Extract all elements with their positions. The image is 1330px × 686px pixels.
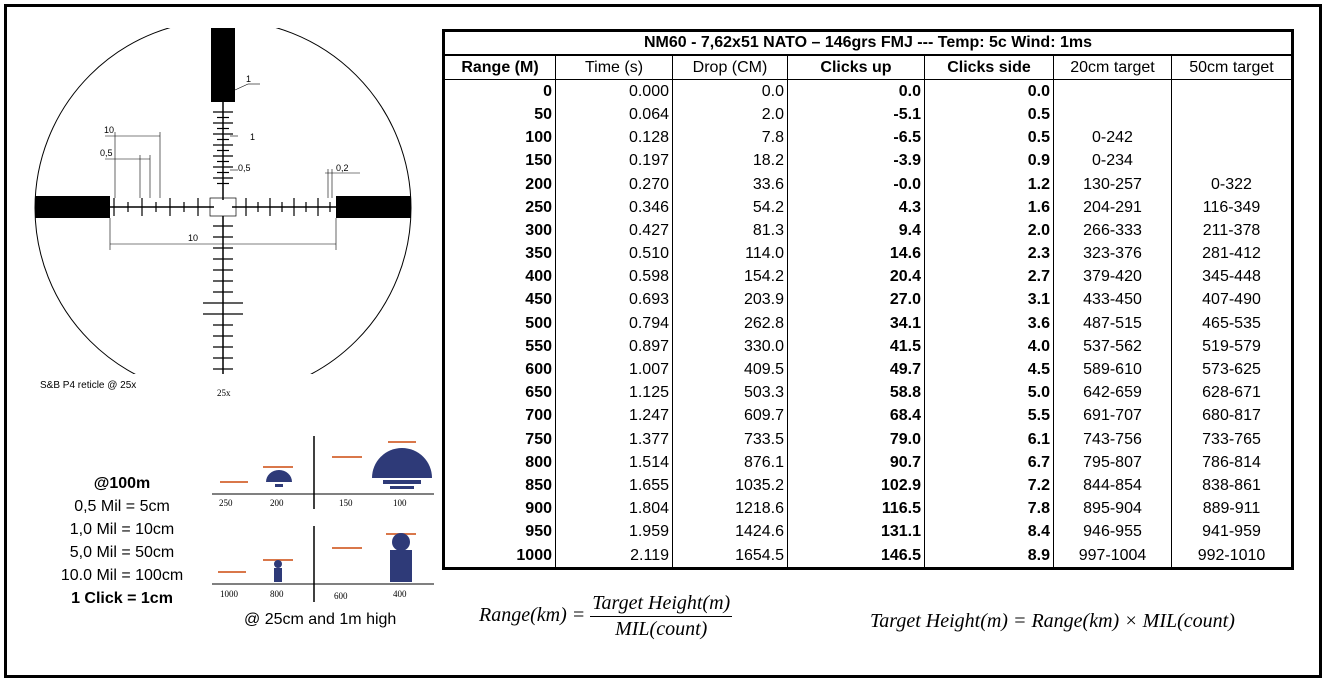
table-cell: 300 bbox=[444, 219, 556, 242]
table-cell: 5.0 bbox=[925, 382, 1054, 405]
table-cell: 81.3 bbox=[673, 219, 788, 242]
range-label: 250 bbox=[219, 498, 233, 508]
table-cell: 876.1 bbox=[673, 451, 788, 474]
table-cell bbox=[1054, 103, 1172, 126]
range-label: 600 bbox=[334, 591, 348, 601]
table-cell: 519-579 bbox=[1172, 335, 1293, 358]
table-cell: 600 bbox=[444, 358, 556, 381]
table-cell: 0.064 bbox=[556, 103, 673, 126]
table-cell bbox=[1172, 80, 1293, 104]
table-cell: 743-756 bbox=[1054, 428, 1172, 451]
table-cell: 2.0 bbox=[925, 219, 1054, 242]
range-label: 100 bbox=[393, 498, 407, 508]
table-row bbox=[444, 498, 1293, 521]
table-cell: 1.959 bbox=[556, 521, 673, 544]
table-row bbox=[444, 335, 1293, 358]
table-cell: 146.5 bbox=[788, 544, 925, 569]
table-cell: 41.5 bbox=[788, 335, 925, 358]
table-cell: 7.8 bbox=[925, 498, 1054, 521]
table-cell: 895-904 bbox=[1054, 498, 1172, 521]
table-cell: 150 bbox=[444, 150, 556, 173]
table-cell: 465-535 bbox=[1172, 312, 1293, 335]
table-cell: 102.9 bbox=[788, 474, 925, 497]
table-cell: 350 bbox=[444, 243, 556, 266]
table-cell: 266-333 bbox=[1054, 219, 1172, 242]
table-cell: 204-291 bbox=[1054, 196, 1172, 219]
table-cell: 58.8 bbox=[788, 382, 925, 405]
range-label: 400 bbox=[393, 589, 407, 599]
table-cell: 7.8 bbox=[673, 127, 788, 150]
table-row bbox=[444, 474, 1293, 497]
table-cell: 1.2 bbox=[925, 173, 1054, 196]
table-cell: 1035.2 bbox=[673, 474, 788, 497]
table-cell: 33.6 bbox=[673, 173, 788, 196]
table-cell: 1654.5 bbox=[673, 544, 788, 569]
table-cell: 850 bbox=[444, 474, 556, 497]
table-row bbox=[444, 243, 1293, 266]
table-cell: 0.270 bbox=[556, 173, 673, 196]
table-cell: 838-861 bbox=[1172, 474, 1293, 497]
dim-label: 10 bbox=[104, 125, 115, 135]
table-row bbox=[444, 289, 1293, 312]
table-cell: 1.247 bbox=[556, 405, 673, 428]
table-cell: 9.4 bbox=[788, 219, 925, 242]
table-cell: 0.897 bbox=[556, 335, 673, 358]
table-cell: 79.0 bbox=[788, 428, 925, 451]
range-label: 150 bbox=[339, 498, 353, 508]
table-cell: 950 bbox=[444, 521, 556, 544]
dim-label: 0,5 bbox=[238, 163, 251, 173]
table-cell: 503.3 bbox=[673, 382, 788, 405]
table-cell: 7.2 bbox=[925, 474, 1054, 497]
table-cell bbox=[1172, 150, 1293, 173]
table-cell: 0.598 bbox=[556, 266, 673, 289]
table-cell: 3.6 bbox=[925, 312, 1054, 335]
dim-label: 10 bbox=[188, 233, 199, 243]
table-cell: 211-378 bbox=[1172, 219, 1293, 242]
table-row bbox=[444, 312, 1293, 335]
table-row bbox=[444, 428, 1293, 451]
table-cell: 680-817 bbox=[1172, 405, 1293, 428]
col-header-20cm: 20cm target bbox=[1054, 55, 1172, 80]
table-cell: 889-911 bbox=[1172, 498, 1293, 521]
table-cell: 0.197 bbox=[556, 150, 673, 173]
table-cell bbox=[1172, 103, 1293, 126]
table-row bbox=[444, 266, 1293, 289]
dim-label: 1 bbox=[250, 132, 256, 142]
table-cell: 0.9 bbox=[925, 150, 1054, 173]
dim-label: 0,2 bbox=[336, 163, 349, 173]
reticle-caption: S&B P4 reticle @ 25x bbox=[40, 380, 137, 391]
table-cell: 18.2 bbox=[673, 150, 788, 173]
table-cell: 2.0 bbox=[673, 103, 788, 126]
height-formula: Target Height(m) = Range(km) × MIL(count) bbox=[870, 610, 1235, 632]
table-cell: 27.0 bbox=[788, 289, 925, 312]
formula-numerator: Target Height(m) bbox=[590, 592, 732, 617]
table-cell: 0.427 bbox=[556, 219, 673, 242]
dim-label: 1 bbox=[246, 74, 252, 84]
range-label: 800 bbox=[270, 589, 284, 599]
range-label: 200 bbox=[270, 498, 284, 508]
table-row bbox=[444, 451, 1293, 474]
table-cell: 900 bbox=[444, 498, 556, 521]
legend-line: 1,0 Mil = 10cm bbox=[69, 521, 175, 538]
table-cell: 49.7 bbox=[788, 358, 925, 381]
table-cell: 250 bbox=[444, 196, 556, 219]
magnification-label: 25x bbox=[217, 388, 231, 398]
table-cell: 2.119 bbox=[556, 544, 673, 569]
table-cell: 642-659 bbox=[1054, 382, 1172, 405]
table-row bbox=[444, 196, 1293, 219]
table-row bbox=[444, 80, 1293, 104]
table-cell: 733.5 bbox=[673, 428, 788, 451]
table-cell: 203.9 bbox=[673, 289, 788, 312]
table-cell: -6.5 bbox=[788, 127, 925, 150]
table-cell: 0.0 bbox=[788, 80, 925, 104]
table-row bbox=[444, 521, 1293, 544]
table-row bbox=[444, 405, 1293, 428]
table-cell: 1.377 bbox=[556, 428, 673, 451]
table-cell: 0.0 bbox=[673, 80, 788, 104]
table-cell: 8.9 bbox=[925, 544, 1054, 569]
table-cell: 379-420 bbox=[1054, 266, 1172, 289]
table-row bbox=[444, 127, 1293, 150]
table-cell: 409.5 bbox=[673, 358, 788, 381]
table-cell: 487-515 bbox=[1054, 312, 1172, 335]
formula-lhs: Range(km) = bbox=[479, 604, 586, 627]
table-cell: 450 bbox=[444, 289, 556, 312]
table-cell: 1.125 bbox=[556, 382, 673, 405]
table-cell: 0-234 bbox=[1054, 150, 1172, 173]
table-cell: 3.1 bbox=[925, 289, 1054, 312]
table-cell: 8.4 bbox=[925, 521, 1054, 544]
table-cell: 1.6 bbox=[925, 196, 1054, 219]
table-cell: 733-765 bbox=[1172, 428, 1293, 451]
table-cell: 114.0 bbox=[673, 243, 788, 266]
table-cell: 90.7 bbox=[788, 451, 925, 474]
table-cell bbox=[1054, 80, 1172, 104]
table-cell: 628-671 bbox=[1172, 382, 1293, 405]
table-cell: 116-349 bbox=[1172, 196, 1293, 219]
col-header-clicks-side: Clicks side bbox=[925, 55, 1054, 80]
table-cell: 0.000 bbox=[556, 80, 673, 104]
table-cell: 0.693 bbox=[556, 289, 673, 312]
table-cell: 345-448 bbox=[1172, 266, 1293, 289]
table-cell: 795-807 bbox=[1054, 451, 1172, 474]
table-cell: 6.1 bbox=[925, 428, 1054, 451]
table-cell: 131.1 bbox=[788, 521, 925, 544]
table-cell: 323-376 bbox=[1054, 243, 1172, 266]
table-cell: 130-257 bbox=[1054, 173, 1172, 196]
col-header-drop: Drop (CM) bbox=[673, 55, 788, 80]
table-cell: 20.4 bbox=[788, 266, 925, 289]
table-cell: 400 bbox=[444, 266, 556, 289]
col-header-time: Time (s) bbox=[556, 55, 673, 80]
table-cell: 1424.6 bbox=[673, 521, 788, 544]
table-cell: 50 bbox=[444, 103, 556, 126]
table-cell: 1.007 bbox=[556, 358, 673, 381]
table-cell: 550 bbox=[444, 335, 556, 358]
legend-line: 0,5 Mil = 5cm bbox=[74, 498, 170, 515]
col-header-range: Range (M) bbox=[444, 55, 556, 80]
formula-denominator: MIL(count) bbox=[615, 618, 708, 640]
table-cell: 700 bbox=[444, 405, 556, 428]
ballistic-table bbox=[442, 29, 1294, 570]
table-cell bbox=[1172, 127, 1293, 150]
table-cell: 0 bbox=[444, 80, 556, 104]
target-size-diagram bbox=[208, 434, 438, 610]
table-cell: 200 bbox=[444, 173, 556, 196]
table-cell: 68.4 bbox=[788, 405, 925, 428]
table-cell: 5.5 bbox=[925, 405, 1054, 428]
table-row bbox=[444, 382, 1293, 405]
legend-title: @100m bbox=[93, 475, 151, 492]
table-cell: 800 bbox=[444, 451, 556, 474]
table-row bbox=[444, 173, 1293, 196]
table-cell: 154.2 bbox=[673, 266, 788, 289]
table-cell: 433-450 bbox=[1054, 289, 1172, 312]
col-header-clicks-up: Clicks up bbox=[788, 55, 925, 80]
table-cell: 4.3 bbox=[788, 196, 925, 219]
table-cell: 946-955 bbox=[1054, 521, 1172, 544]
table-cell: 650 bbox=[444, 382, 556, 405]
dim-label: 0,5 bbox=[100, 148, 113, 158]
table-cell: 992-1010 bbox=[1172, 544, 1293, 569]
table-row bbox=[444, 358, 1293, 381]
table-cell: 0-322 bbox=[1172, 173, 1293, 196]
table-cell: 6.7 bbox=[925, 451, 1054, 474]
table-cell: 1218.6 bbox=[673, 498, 788, 521]
table-row bbox=[444, 219, 1293, 242]
table-cell: 0.5 bbox=[925, 103, 1054, 126]
table-cell: 4.0 bbox=[925, 335, 1054, 358]
table-cell: 1.804 bbox=[556, 498, 673, 521]
legend-click: 1 Click = 1cm bbox=[71, 590, 173, 607]
table-cell: 100 bbox=[444, 127, 556, 150]
table-cell: -0.0 bbox=[788, 173, 925, 196]
table-title: NM60 - 7,62x51 NATO – 146grs FMJ --- Temp: 5c Wind: 1ms bbox=[444, 31, 1293, 56]
table-cell: 691-707 bbox=[1054, 405, 1172, 428]
reticle-diagram bbox=[30, 28, 416, 374]
table-cell: 281-412 bbox=[1172, 243, 1293, 266]
table-cell: 500 bbox=[444, 312, 556, 335]
table-cell: 0.0 bbox=[925, 80, 1054, 104]
formula-fraction bbox=[590, 592, 732, 641]
table-cell: 1.514 bbox=[556, 451, 673, 474]
col-header-50cm: 50cm target bbox=[1172, 55, 1293, 80]
table-cell: 14.6 bbox=[788, 243, 925, 266]
range-label: 1000 bbox=[220, 589, 238, 599]
table-cell: 1000 bbox=[444, 544, 556, 569]
table-cell: 0.346 bbox=[556, 196, 673, 219]
table-cell: -3.9 bbox=[788, 150, 925, 173]
table-cell: 330.0 bbox=[673, 335, 788, 358]
table-cell: 2.3 bbox=[925, 243, 1054, 266]
legend-line: 5,0 Mil = 50cm bbox=[69, 544, 175, 561]
table-row bbox=[444, 544, 1293, 569]
legend-line: 10.0 Mil = 100cm bbox=[60, 567, 184, 584]
table-cell: 4.5 bbox=[925, 358, 1054, 381]
table-cell: 0-242 bbox=[1054, 127, 1172, 150]
table-cell: 997-1004 bbox=[1054, 544, 1172, 569]
table-cell: 0.510 bbox=[556, 243, 673, 266]
table-cell: 589-610 bbox=[1054, 358, 1172, 381]
table-cell: 262.8 bbox=[673, 312, 788, 335]
table-cell: 34.1 bbox=[788, 312, 925, 335]
table-cell: 609.7 bbox=[673, 405, 788, 428]
table-cell: 54.2 bbox=[673, 196, 788, 219]
targets-caption: @ 25cm and 1m high bbox=[244, 611, 397, 628]
table-header-row bbox=[444, 55, 1293, 80]
table-cell: 407-490 bbox=[1172, 289, 1293, 312]
table-cell: 750 bbox=[444, 428, 556, 451]
table-cell: 573-625 bbox=[1172, 358, 1293, 381]
table-cell: 0.128 bbox=[556, 127, 673, 150]
table-cell: 116.5 bbox=[788, 498, 925, 521]
table-cell: 0.5 bbox=[925, 127, 1054, 150]
table-cell: -5.1 bbox=[788, 103, 925, 126]
table-cell: 0.794 bbox=[556, 312, 673, 335]
table-row bbox=[444, 150, 1293, 173]
table-cell: 2.7 bbox=[925, 266, 1054, 289]
table-cell: 844-854 bbox=[1054, 474, 1172, 497]
table-row bbox=[444, 103, 1293, 126]
range-formula bbox=[479, 592, 732, 641]
table-cell: 786-814 bbox=[1172, 451, 1293, 474]
table-cell: 537-562 bbox=[1054, 335, 1172, 358]
table-cell: 941-959 bbox=[1172, 521, 1293, 544]
mil-legend bbox=[36, 472, 208, 610]
table-cell: 1.655 bbox=[556, 474, 673, 497]
